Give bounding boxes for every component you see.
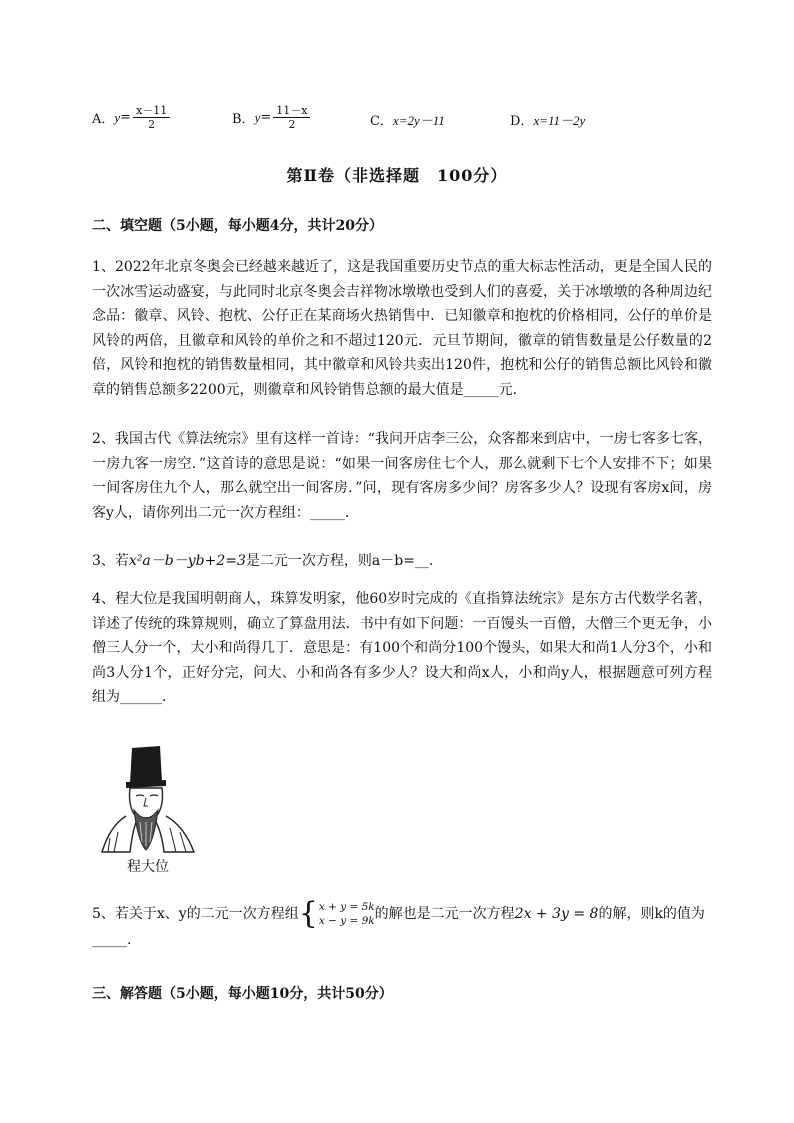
option-c (370, 110, 445, 129)
option-b-var: y (254, 109, 261, 125)
question-3-suffix: 是二元一次方程，则a－b=__． (245, 553, 443, 569)
brace-icon: { (298, 896, 318, 931)
system-line-1: x + y = 5k (318, 901, 375, 913)
option-d-label: D． (510, 114, 534, 129)
option-a-label: A． (92, 112, 115, 127)
question-1: 1、2022年北京冬奥会已经越来越近了，这是我国重要历史节点的重大标志性活动，更是全国人民的一次冰雪运动盛宴，与此同时北京冬奥会吉祥物冰墩墩也受到人们的喜爱，关于冰墩墩的各种周边纪念品：徽章、风铃、抱枕、公仔正在某商场火热销售中．已知徽章和抱枕的价格相同，公仔的单价是风铃的两倍，且徽章和风铃的单价之和不超过120元．元旦节期间，徽章的销售数量是公仔数量的2倍，风铃和抱枕的销售数量相同，其中徽章和风铃共卖出120件，抱枕和公仔的销售总额比风铃和徽章的销售总额多2200元，则徽章和风铃销售总额的最大值是_____元． (92, 259, 712, 398)
option-b-fraction (273, 104, 310, 131)
option-b-label: B． (232, 112, 255, 127)
part2-heading: 二、填空题（5小题，每小题4分，共计20分） (92, 218, 383, 234)
question-5-prefix: 5、若关于x、y的二元一次方程组 (92, 906, 299, 922)
portrait-cheng-dawei-icon (96, 742, 200, 854)
figure-caption: 程大位 (127, 859, 169, 875)
question-5 (92, 896, 712, 953)
answer-options (92, 104, 712, 138)
system-line-2: x − y = 9k (318, 915, 375, 927)
option-a-denominator: 2 (148, 118, 156, 131)
part3-heading: 三、解答题（5小题，每小题10分，共计50分） (92, 986, 393, 1002)
question-5-suffix: 的解，则k的值为 (598, 906, 705, 922)
option-d (510, 110, 585, 129)
portrait-figure (96, 742, 200, 877)
question-5-blank: _____. (92, 932, 132, 948)
option-a-var: y (114, 109, 121, 125)
equation-system (298, 896, 375, 931)
option-a (92, 104, 170, 131)
question-2: 2、我国古代《算法统宗》里有这样一首诗：“我问开店李三公，众客都来到店中，一房七客多七客，一房九客一房空．”这首诗的意思是说：“如果一间客房住七个人，那么就剩下七个人安排不下；如果一间客房住九个人，那么就空出一间客房．”问，现有客房多少间？房客多少人？设现有客房x间，房客y人，请你列出二元一次方程组：_____． (92, 431, 712, 521)
option-b (232, 104, 310, 131)
section-title: 第Ⅱ卷（非选择题 100分） (286, 166, 508, 185)
option-d-expr: x=11－2y (533, 113, 586, 128)
question-3-expression: x²a－b－yb+2=3 (128, 553, 246, 569)
option-a-fraction (133, 104, 170, 131)
question-5-equation: 2x + 3y = 8 (514, 906, 599, 922)
question-4: 4、程大位是我国明朝商人，珠算发明家，他60岁时完成的《直指算法统宗》是东方古代数学名著，详述了传统的珠算规则，确立了算盘用法．书中有如下问题：一百馒头一百僧，大僧三个更无争，小僧三人分一个，大小和尚得几丁．意思是：有100个和尚分100个馒头，如果大和尚1人分3个，小和尚3人分1个，正好分完，问大、小和尚各有多少人？设大和尚x人，小和尚y人，根据题意可列方程组为______． (92, 591, 712, 705)
question-5-middle: 的解也是二元一次方程 (374, 906, 515, 922)
question-3-prefix: 3、若 (92, 553, 129, 569)
option-a-eq: = (120, 110, 132, 125)
option-c-label: C． (370, 114, 393, 129)
option-c-expr: x=2y－11 (392, 113, 445, 128)
option-b-denominator: 2 (288, 118, 296, 131)
option-a-numerator: x－11 (133, 104, 170, 118)
question-3 (92, 549, 712, 574)
option-b-eq: = (260, 110, 272, 125)
option-b-numerator: 11－x (273, 104, 310, 118)
